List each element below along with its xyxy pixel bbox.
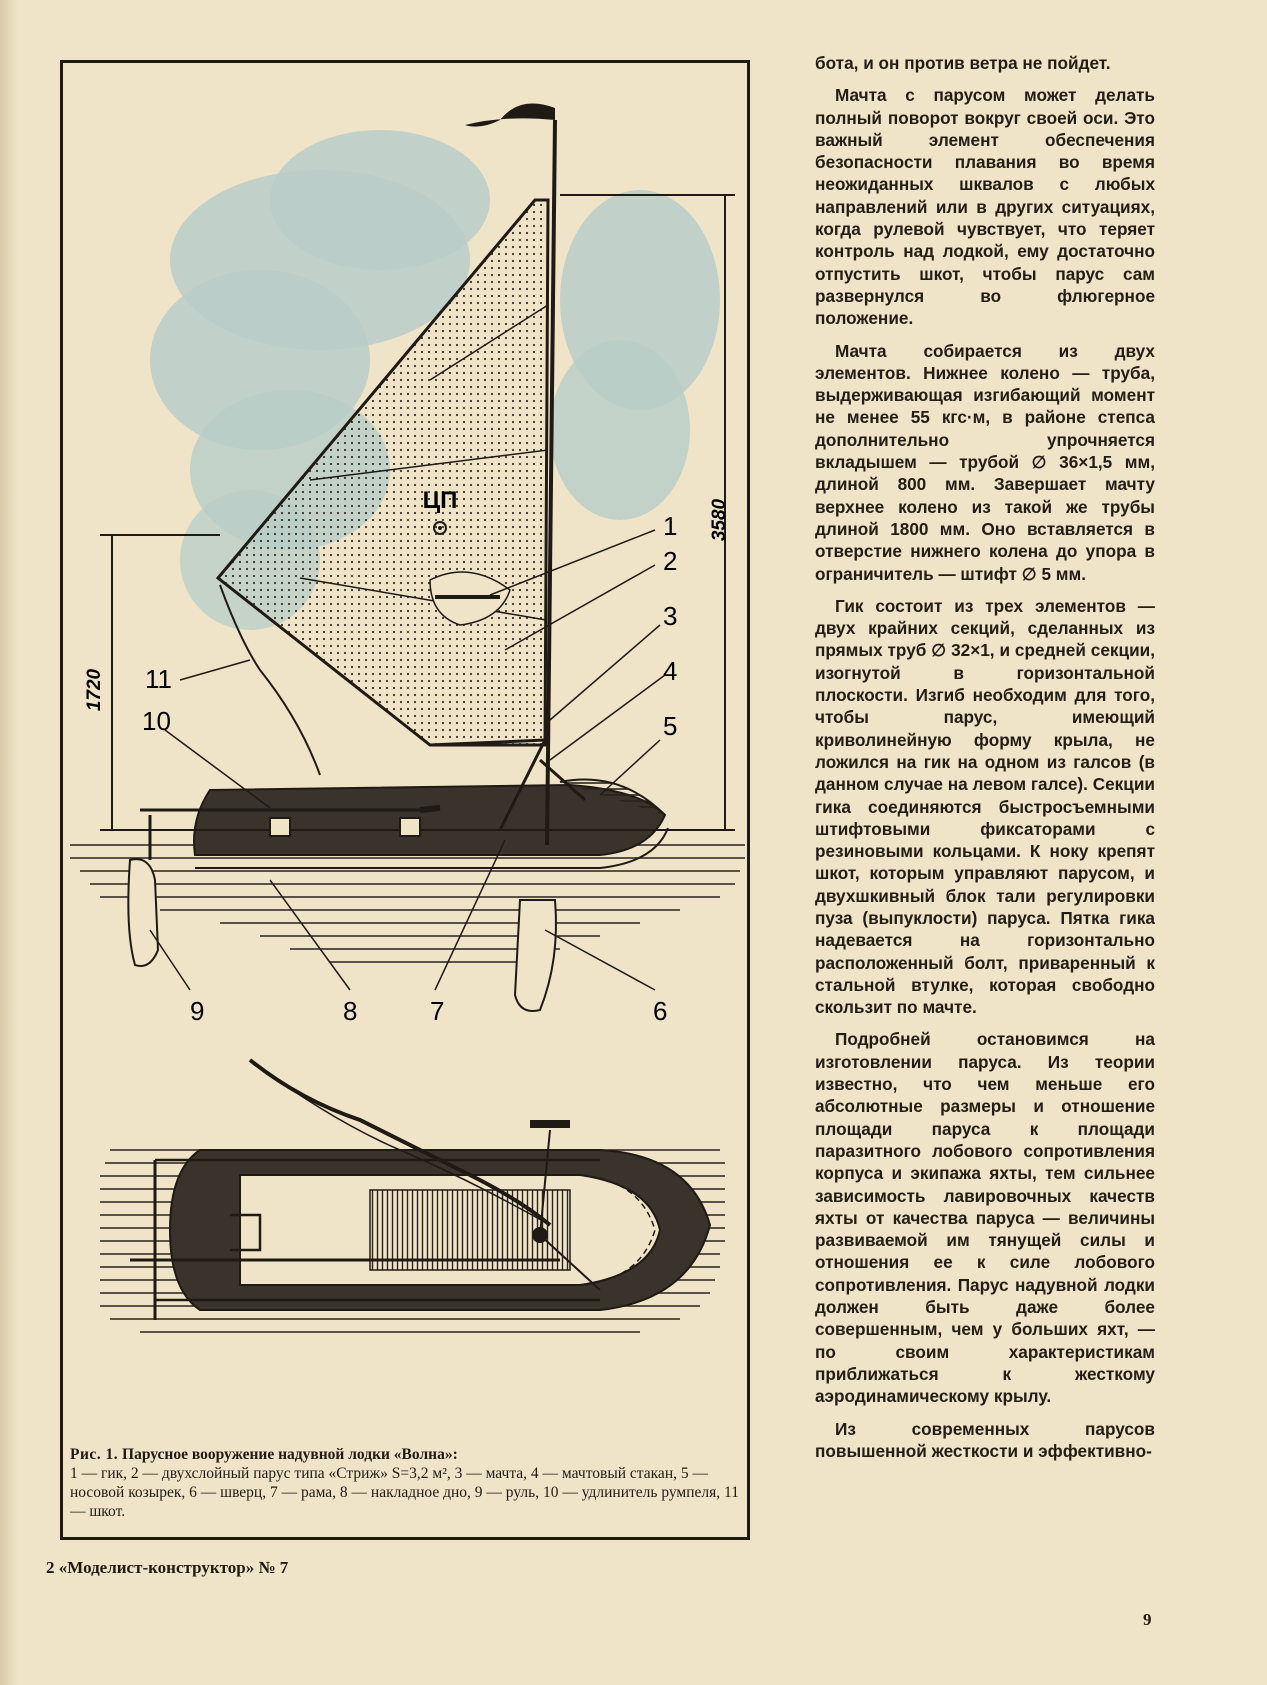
footer-magazine: 2 «Моделист-конструктор» № 7 [46,1558,289,1577]
paragraph-continued: бота, и он против ветра не пойдет. [815,53,1111,73]
callout-7: 7 [430,996,445,1026]
paragraph-boom: Гик состоит из трех элементов — двух крайних секций, сделанных из прямых труб ∅ 32×1, и средней секции, изогнутой в горизонтальной плоскости. Изгиб необходим для того, чтобы парус, имеющий криволинейную форму крыла, не ложился на гик на одном из галсов (в данном случае на левом галсе). Секции гика соединяются быстросъемными штифтовыми фиксаторами с резиновыми кольцами. К ноку крепят шкот, которым управляют парусом, и двухшкивный блок тали регулировки пуза (выпуклости) паруса. Пятка гика надевается на горизонтально расположенный болт, приваренный к стальной втулке, которая свободно скользит по мачте. [815,595,1155,1018]
center-of-effort-label: ЦП [422,487,458,514]
callout-6: 6 [653,996,668,1026]
dimension-3580: 3580 [709,498,730,542]
page-number: 9 [1143,1610,1152,1629]
water-hatching [70,845,745,962]
article-text-column [815,52,1155,1472]
callout-10: 10 [142,706,171,736]
paragraph-sail-theory: Подробней остановимся на изготовлении паруса. Из теории известно, что чем меньше его абсолютные размеры и отношение площади паруса к площади паразитного лобового сопротивления корпуса и экипажа яхты, тем сильнее зависимость лавировочных качеств яхты от качества паруса — величины развиваемой им тянущей силы и отношения ее к силе лобового сопротивления. Парус надувной лодки должен быть даже более совершенным, чем у больших яхт, — по своим характеристикам приближаться к жесткому аэродинамическому крылу. [815,1029,1155,1407]
caption-lead: Рис. 1. [70,1446,119,1463]
paragraph-mast-construction: Мачта собирается из двух элементов. Нижнее колено — труба, выдерживающая изгибающий момент не менее 55 кгс·м, в районе степса дополнительно упрочняется вкладышем — трубой ∅ 36×1,5 мм, длиной 800 мм. Завершает мачту верхнее колено из такой же трубы длиной 1800 мм. Оно вставляется в отверстие нижнего колена до упора в ограничитель — штифт ∅ 5 мм. [815,340,1155,584]
caption-body: 1 — гик, 2 — двухслойный парус типа «Стриж» S=3,2 м², 3 — мачта, 4 — мачтовый стакан, 5 — носовой козырек, 6 — шверц, 7 — рама, 8 — накладное дно, 9 — руль, 10 — удлинитель румпеля, 11 — шкот. [70,1465,739,1520]
callout-3: 3 [663,601,678,631]
figure-caption [70,1445,740,1521]
leeboard [515,900,556,1011]
callout-11: 11 [145,664,172,694]
caption-title: Парусное вооружение надувной лодки «Волна»: [122,1446,458,1463]
callout-1: 1 [663,511,678,541]
callout-5: 5 [663,711,678,741]
paragraph-modern-sails: Из современных парусов повышенной жесткости и эффективно- [815,1418,1155,1461]
callout-2: 2 [663,546,678,576]
callout-4: 4 [663,656,678,686]
paragraph-mast-rotation: Мачта с парусом может делать полный поворот вокруг своей оси. Это важный элемент обеспечения безопасности плавания во время неожиданных шквалов с любых направлений или в других ситуациях, когда рулевой чувствует, что теряет контроль над лодкой, ему достаточно отпустить шкот, чтобы парус сам развернулся во флюгерное положение. [815,85,1155,329]
callout-9: 9 [190,996,205,1026]
rudder-blade [128,859,158,966]
dimension-1720: 1720 [84,668,105,712]
callout-8: 8 [343,996,358,1026]
hull-side [150,779,668,868]
